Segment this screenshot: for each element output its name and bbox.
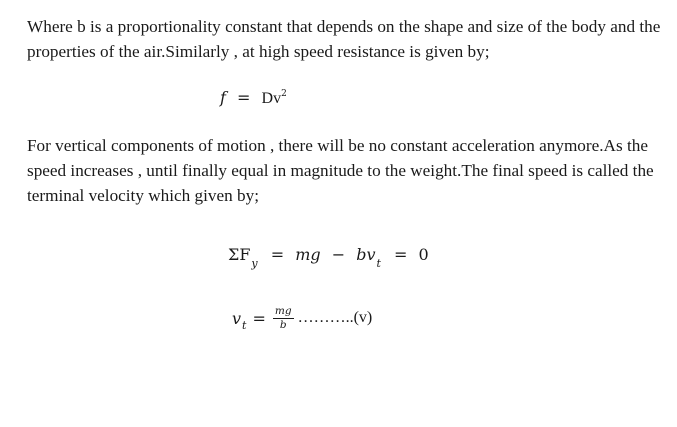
eq1-equals: = <box>237 88 251 107</box>
equation-force-balance <box>228 245 429 270</box>
eq2-equals-2: = <box>394 245 408 264</box>
eq3-lhs-sub: t <box>242 318 247 332</box>
eq3-lhs: v <box>232 308 242 328</box>
eq3-equals: = <box>252 308 266 328</box>
eq1-exponent: 2 <box>281 89 287 99</box>
eq3-label: ………..(v) <box>297 309 373 326</box>
eq3-fraction <box>273 306 294 330</box>
eq2-sigma-sub: y <box>251 257 258 270</box>
equation-high-speed-resistance <box>220 88 287 108</box>
eq1-lhs: f <box>220 88 226 107</box>
eq2-term-bv: bv <box>356 245 376 264</box>
eq1-rhs: Dv <box>261 90 282 107</box>
eq2-zero: 0 <box>418 245 429 264</box>
paragraph-resistance-intro: Where b is a proportionality constant that depends on the shape and size of the body and the properties of the air.Similarly , at high speed resistance is given by; <box>27 17 661 61</box>
paragraph-terminal-velocity: For vertical components of motion , there will be no constant acceleration anymore.As the speed increases , until finally equal in magnitude to the weight.The final speed is called the terminal velocity which given by; <box>27 136 654 205</box>
equation-terminal-velocity <box>232 306 372 330</box>
eq2-equals-1: = <box>270 245 285 264</box>
eq2-sigma-f: ΣF <box>228 245 251 264</box>
eq3-numerator: mg <box>274 305 292 317</box>
eq3-denominator: b <box>279 318 287 331</box>
eq2-term-mg: mg <box>295 245 321 264</box>
eq2-minus: − <box>331 245 346 264</box>
eq2-term-sub: t <box>376 257 381 270</box>
